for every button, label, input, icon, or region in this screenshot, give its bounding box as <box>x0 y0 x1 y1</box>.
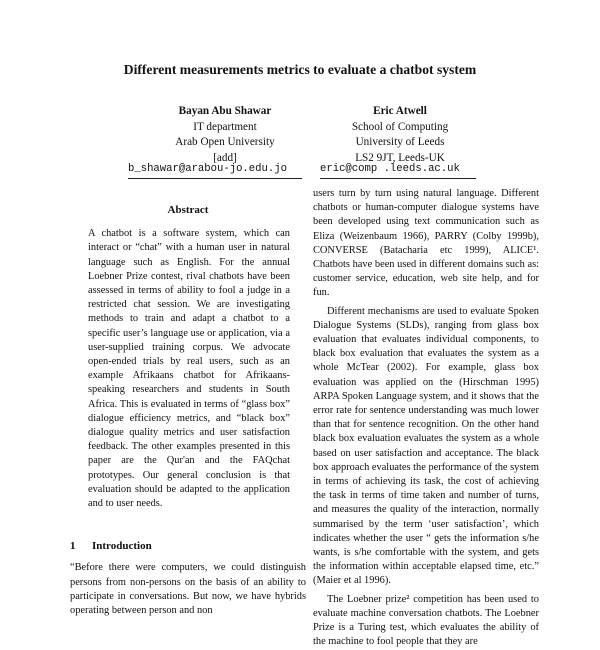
author-block-2 <box>325 104 475 166</box>
author-block-1 <box>150 104 300 166</box>
email-underline <box>320 178 476 179</box>
section-number: 1 <box>70 540 76 553</box>
author-affiliation: [add] <box>213 151 237 164</box>
abstract-heading: Abstract <box>167 204 209 216</box>
email-underline <box>128 178 302 179</box>
section-title: Introduction <box>92 540 152 553</box>
body-paragraph: users turn by turn using natural language. Different chatbots or human-computer dialogue systems have been developed using text communication such as Eliza (Weizenbaum 1966), PARRY (Colby 1999b), CONVERSE (Batacharia etc 1999), ALICE¹. Chatbots have been used in different domains such as: customer service, education, web site help, and for fun. <box>313 188 539 299</box>
author-affiliation: Arab Open University <box>175 136 275 148</box>
section-heading <box>70 539 306 553</box>
left-column <box>70 203 306 618</box>
author-affiliation: IT department <box>193 120 257 133</box>
body-paragraph: “Before there were computers, we could distinguish persons from non-persons on the basis of an ability to participate in conversations. But now, we have hybrids operating between person and non <box>70 562 306 617</box>
author-name: Bayan Abu Shawar <box>178 105 272 117</box>
abstract-text: A chatbot is a software system, which can interact or “chat” with a human user in natural language such as English. For the annual Loebner Prize contest, rival chatbots have been assessed in terms of ability to fool a judge in a restricted chat session. We are investigating methods to train and adapt a chatbot to a specific user’s language use or application, via a user-supplied training corpus. We advocate open-ended trials by real users, such as an example Afrikaans chatbot for Afrikaans-speaking researchers and students in South Africa. This is evaluated in terms of “glass box” dialogue efficiency metrics, and “black box” dialogue quality metrics and user satisfaction feedback. The other examples presented in this paper are the Qur'an and the FAQchat prototypes. Our general conclusion is that evaluation should be adapted to the application and to user needs. <box>88 228 290 510</box>
right-column <box>313 187 539 650</box>
author-affiliation: University of Leeds <box>355 136 445 148</box>
paper-title: Different measurements metrics to evaluate a chatbot system <box>123 62 477 77</box>
author-email-2: eric@comp .leeds.ac.uk <box>320 163 460 175</box>
body-paragraph: Different mechanisms are used to evaluate Spoken Dialogue Systems (SLDs), ranging from glass box evaluation that evaluates individual components, to black box evaluation that evaluates the system as a whole McTear (2002). For example, glass box evaluation was applied on the (Hirschman 1995) ARPA Spoken Language system, and it shows that the error rate for sentence understanding was much lower than that for sentence recognition. On the other hand black box evaluation evaluates the system as a whole based on user satisfaction and acceptance. The black box approach evaluates the performance of the system in terms of achieving its task, the cost of achieving the task in terms of time taken and number of turns, and measures the quality of the interaction, normally summarised by the term ‘user satisfaction’, which indicates whether the user “ gets the information s/he wants, is s/he comfortable with the system, and gets the information within acceptable elapsed time, etc.” (Maier et al 1996). <box>313 305 539 587</box>
author-name: Eric Atwell <box>373 105 427 117</box>
author-affiliation: School of Computing <box>351 120 449 133</box>
body-paragraph: The Loebner prize² competition has been used to evaluate machine conversation chatbots. The Loebner Prize is a Turing test, which evaluates the ability of the machine to fool people that they are <box>313 593 539 648</box>
author-email-1: b_shawar@arabou-jo.edu.jo <box>128 163 287 175</box>
author-affiliation: LS2 9JT, Leeds-UK <box>355 151 445 164</box>
